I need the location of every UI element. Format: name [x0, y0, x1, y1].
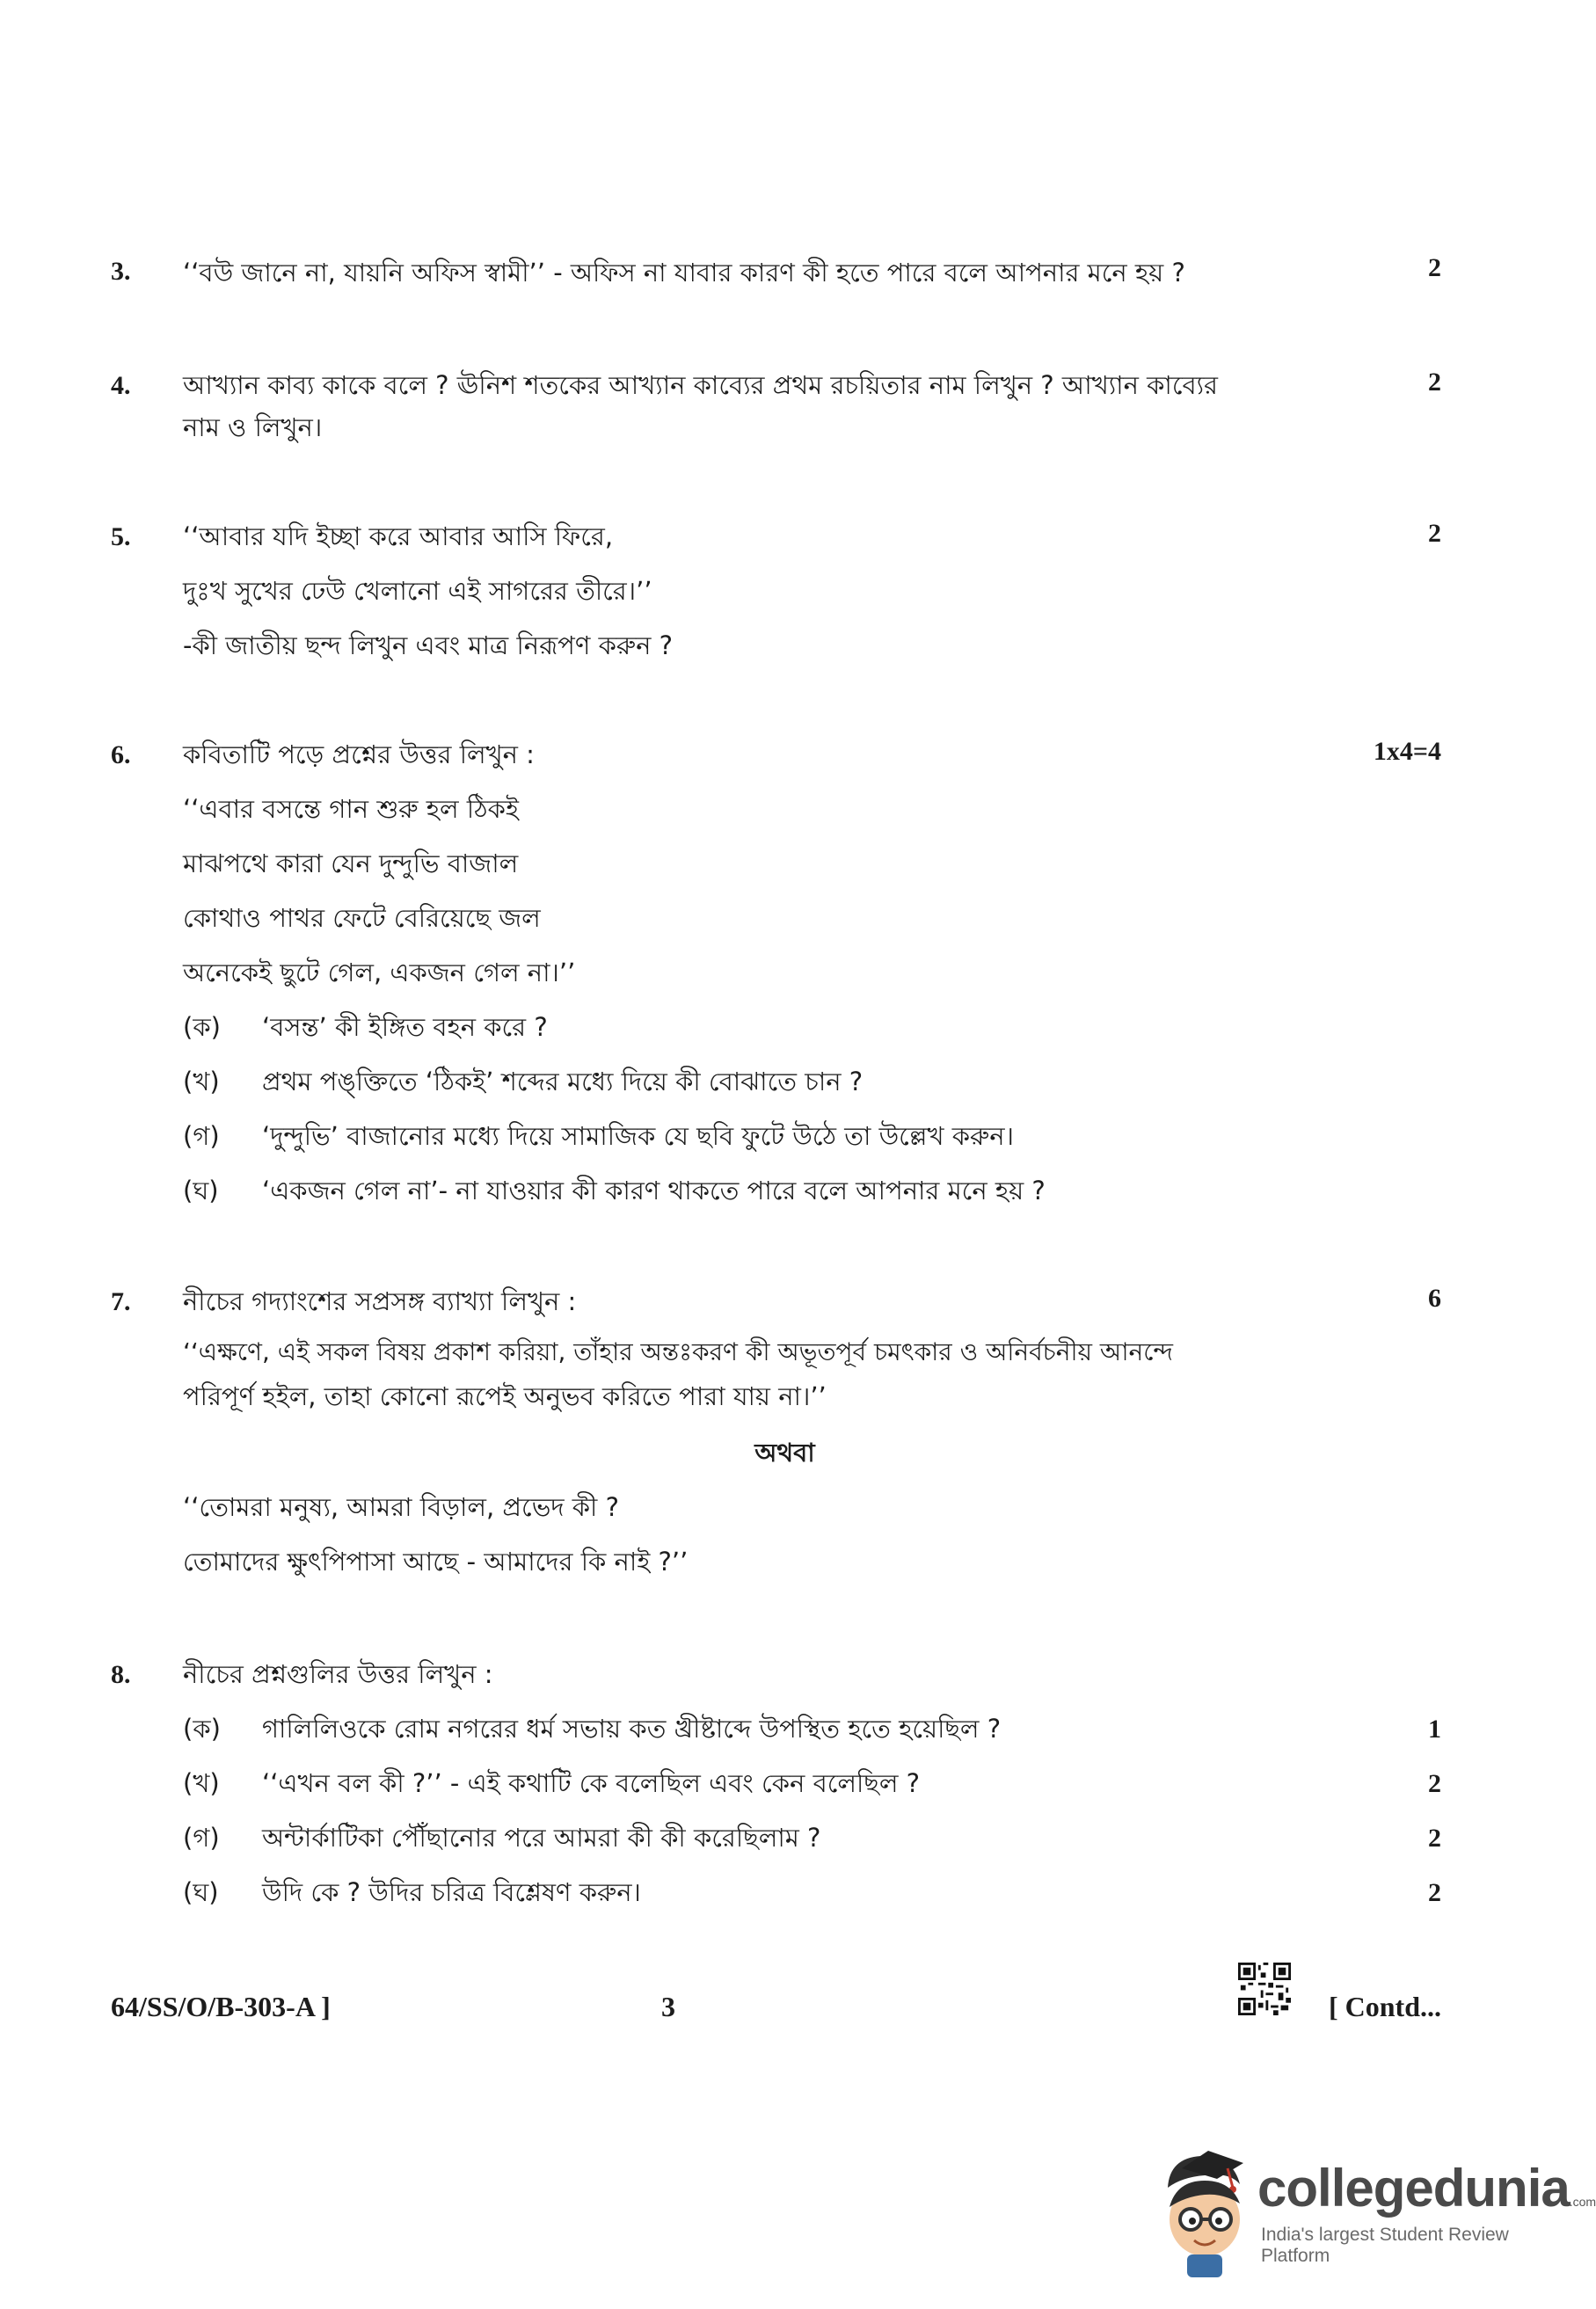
passage-line: ‘‘তোমরা মনুষ্য, আমরা বিড়াল, প্রভেদ কী ? — [183, 1492, 619, 1522]
logo-suffix: .com — [1569, 2195, 1596, 2209]
sub-question-marks: 2 — [1428, 1878, 1441, 1907]
question-number: 3. — [111, 257, 131, 286]
sub-question — [183, 1711, 1001, 1746]
question-text: কবিতাটি পড়ে প্রশ্নের উত্তর লিখুন : — [183, 739, 535, 769]
question-marks: 1x4=4 — [1373, 737, 1441, 766]
sub-question-label: (ক) — [183, 1714, 221, 1744]
question-number: 7. — [111, 1287, 131, 1316]
question-text: -কী জাতীয় ছন্দ লিখুন এবং মাত্র নিরূপণ করুন ? — [183, 630, 674, 660]
question-text: নাম ও লিখুন। — [183, 412, 323, 442]
sub-question-label: (গ) — [183, 1121, 220, 1151]
sub-question-text: ‘‘এখন বল কী ?’’ - এই কথাটি কে বলেছিল এবং কেন বলেছিল ? — [262, 1768, 921, 1798]
sub-question-text: ‘একজন গেল না’- না যাওয়ার কী কারণ থাকতে পারে বলে আপনার মনে হয় ? — [262, 1176, 1046, 1205]
sub-question-label: (খ) — [183, 1067, 220, 1096]
passage-line: তোমাদের ক্ষুৎপিপাসা আছে - আমাদের কি নাই ?’’ — [183, 1547, 689, 1577]
or-label: অথবা — [754, 1438, 815, 1468]
sub-question — [183, 1009, 548, 1045]
poem-line: দুঃখ সুখের ঢেউ খেলানো এই সাগরের তীরে।’’ — [183, 576, 652, 606]
sub-question — [183, 1766, 920, 1801]
sub-question-marks: 2 — [1428, 1769, 1441, 1798]
passage-line: পরিপূর্ণ হইল, তাহা কোনো রূপেই অনুভব করিতে পারা যায় না।’’ — [183, 1381, 827, 1411]
qr-code-icon — [1238, 1963, 1291, 2015]
question-marks: 2 — [1428, 253, 1441, 282]
continued-label: [ Contd... — [1328, 1991, 1441, 2022]
paper-code: 64/SS/O/B-303-A ] — [111, 1991, 331, 2022]
poem-line: মাঝপথে কারা যেন দুন্দুভি বাজাল — [183, 849, 519, 878]
sub-question-text: প্রথম পঙ্‌ক্তিতে ‘ঠিকই’ শব্দের মধ্যে দিয়ে কী বোঝাতে চান ? — [262, 1067, 864, 1096]
sub-question — [183, 1875, 641, 1910]
logo-wordmark — [1257, 2158, 1596, 2218]
sub-question — [183, 1118, 1014, 1154]
sub-question — [183, 1820, 820, 1855]
sub-question-text: ‘বসন্ত’ কী ইঙ্গিত বহন করে ? — [262, 1012, 548, 1042]
sub-question-label: (ঘ) — [183, 1877, 219, 1907]
question-number: 5. — [111, 522, 131, 551]
passage-line: ‘‘এক্ষণে, এই সকল বিষয় প্রকাশ করিয়া, তাঁহার অন্তঃকরণ কী অভূতপূর্ব চমৎকার ও অনির্বচনীয় আনন্দে — [183, 1337, 1173, 1366]
poem-line: কোথাও পাথর ফেটে বেরিয়েছে জল — [183, 903, 541, 933]
sub-question-label: (ঘ) — [183, 1176, 219, 1205]
page-number: 3 — [661, 1991, 675, 2022]
sub-question — [183, 1173, 1046, 1208]
poem-line: ‘‘আবার যদি ইচ্ছা করে আবার আসি ফিরে, — [183, 521, 614, 551]
question-text: নীচের গদ্যাংশের সপ্রসঙ্গ ব্যাখ্যা লিখুন : — [183, 1286, 577, 1316]
poem-line: ‘‘এবার বসন্তে গান শুরু হল ঠিকই — [183, 794, 519, 824]
question-text: আখ্যান কাব্য কাকে বলে ? ঊনিশ শতকের আখ্যান কাব্যের প্রথম রচয়িতার নাম লিখুন ? আখ্যান কাব্যের — [183, 370, 1218, 400]
collegedunia-logo — [1152, 2145, 1596, 2277]
question-number: 8. — [111, 1660, 131, 1689]
sub-question-marks: 1 — [1428, 1715, 1441, 1744]
question-marks: 2 — [1428, 519, 1441, 548]
logo-name: collegedunia — [1257, 2159, 1570, 2218]
sub-question-text: গালিলিওকে রোম নগরের ধর্ম সভায় কত খ্রীষ্টাব্দে উপস্থিত হতে হয়েছিল ? — [262, 1714, 1002, 1744]
sub-question-label: (ক) — [183, 1012, 221, 1042]
sub-question-text: উদি কে ? উদির চরিত্র বিশ্লেষণ করুন। — [262, 1877, 641, 1907]
sub-question-marks: 2 — [1428, 1824, 1441, 1853]
sub-question-text: অন্টার্কাটিকা পৌঁছানোর পরে আমরা কী কী করেছিলাম ? — [262, 1823, 821, 1853]
question-text: নীচের প্রশ্নগুলির উত্তর লিখুন : — [183, 1659, 493, 1689]
question-number: 6. — [111, 740, 131, 769]
question-text: ‘‘বউ জানে না, যায়নি অফিস স্বামী’’ - অফিস না যাবার কারণ কী হতে পারে বলে আপনার মনে হয় ? — [183, 258, 1185, 288]
mascot-icon — [1152, 2145, 1257, 2277]
poem-line: অনেকেই ছুটে গেল, একজন গেল না।’’ — [183, 958, 576, 987]
question-number: 4. — [111, 371, 131, 400]
question-marks: 2 — [1428, 368, 1441, 397]
sub-question — [183, 1064, 863, 1099]
sub-question-text: ‘দুন্দুভি’ বাজানোর মধ্যে দিয়ে সামাজিক যে ছবি ফুটে উঠে তা উল্লেখ করুন। — [262, 1121, 1014, 1151]
sub-question-label: (খ) — [183, 1768, 220, 1798]
sub-question-label: (গ) — [183, 1823, 220, 1853]
logo-tagline: India's largest Student Review Platform — [1261, 2225, 1509, 2266]
question-marks: 6 — [1428, 1284, 1441, 1313]
